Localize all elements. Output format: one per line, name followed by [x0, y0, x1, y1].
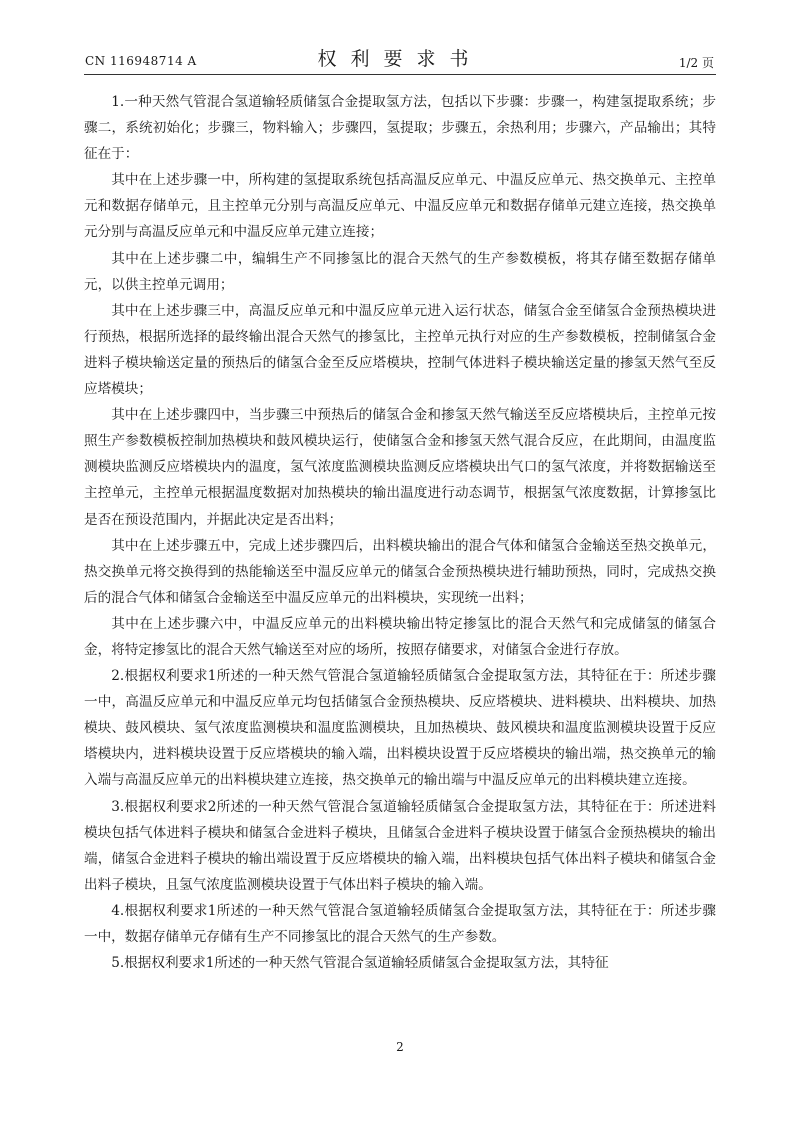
claim-1-step-6: 其中在上述步骤六中，中温反应单元的出料模块输出特定掺氢比的混合天然气和完成储氢的储氢合金，将特定掺氢比的混合天然气输送至对应的场所，按照存储要求，对储氢合金进行存放。 — [84, 615, 716, 658]
document-number: CN 116948714 A — [85, 54, 197, 68]
page-indicator: 1/2 页 — [678, 56, 714, 70]
claim-1-step-5: 其中在上述步骤五中，完成上述步骤四后，出料模块输出的混合气体和储氢合金输送至热交换单元，热交换单元将交换得到的热能输送至中温反应单元的储氢合金预热模块进行辅助预热，同时，完成热交换后的混合气体和储氢合金输送至中温反应单元的出料模块，实现统一出料； — [84, 537, 716, 606]
claim-1-step-2: 其中在上述步骤二中，编辑生产不同掺氢比的混合天然气的生产参数模板，将其存储至数据存储单元，以供主控单元调用； — [84, 250, 716, 293]
claim-2: 2.根据权利要求1所述的一种天然气管混合氢道输轻质储氢合金提取氢方法，其特征在于：所述步骤一中，高温反应单元和中温反应单元均包括储氢合金预热模块、反应塔模块、进料模块、出料模块、加热模块、鼓风模块、氢气浓度监测模块和温度监测模块，且加热模块、鼓风模块和温度监测模块设置于反应塔模块内，进料模块设置于反应塔模块的输入端，出料模块设置于反应塔模块的输出端，热交换单元的输入端与高温反应单元的出料模块建立连接，热交换单元的输出端与中温反应单元的出料模块建立连接。 — [84, 668, 716, 789]
claim-1-step-3: 其中在上述步骤三中，高温反应单元和中温反应单元进入运行状态，储氢合金至储氢合金预热模块进行预热，根据所选择的最终输出混合天然气的掺氢比，主控单元执行对应的生产参数模板，控制储氢合金进料子模块输送定量的预热后的储氢合金至反应塔模块，控制气体进料子模块输送定量的掺氢天然气至反应塔模块； — [84, 302, 716, 398]
claim-1-preamble: 1.一种天然气管混合氢道输轻质储氢合金提取氢方法，包括以下步骤：步骤一，构建氢提取系统；步骤二，系统初始化；步骤三，物料输入；步骤四，氢提取；步骤五，余热利用；步骤六，产品输出；其特征在于： — [84, 94, 716, 163]
claim-1-step-1: 其中在上述步骤一中，所构建的氢提取系统包括高温反应单元、中温反应单元、热交换单元、主控单元和数据存储单元，且主控单元分别与高温反应单元、中温反应单元和数据存储单元建立连接，热交换单元分别与高温反应单元和中温反应单元建立连接； — [84, 172, 716, 241]
claim-5: 5.根据权利要求1所述的一种天然气管混合氢道输轻质储氢合金提取氢方法，其特征 — [111, 955, 609, 972]
claims-body — [84, 89, 716, 976]
claim-3: 3.根据权利要求2所述的一种天然气管混合氢道输轻质储氢合金提取氢方法，其特征在于：所述进料模块包括气体进料子模块和储氢合金进料子模块，且储氢合金进料子模块设置于储氢合金预热模块的输出端，储氢合金进料子模块的输出端设置于反应塔模块的输入端，出料模块包括气体出料子模块和储氢合金出料子模块，且氢气浓度监测模块设置于气体出料子模块的输入端。 — [84, 798, 716, 893]
page-title: 权利要求书 — [317, 48, 483, 70]
page-number: 2 — [396, 1040, 404, 1054]
claim-4: 4.根据权利要求1所述的一种天然气管混合氢道输轻质储氢合金提取氢方法，其特征在于：所述步骤一中，数据存储单元存储有生产不同掺氢比的混合天然气的生产参数。 — [84, 902, 716, 945]
header-divider — [84, 74, 716, 75]
claim-1-step-4: 其中在上述步骤四中，当步骤三中预热后的储氢合金和掺氢天然气输送至反应塔模块后，主控单元按照生产参数模板控制加热模块和鼓风模块运行，使储氢合金和掺氢天然气混合反应，在此期间，由温度监测模块监测反应塔模块内的温度，氢气浓度监测模块监测反应塔模块出气口的氢气浓度，并将数据输送至主控单元，主控单元根据温度数据对加热模块的输出温度进行动态调节，根据氢气浓度数据，计算掺氢比是否在预设范围内，并据此决定是否出料； — [84, 407, 716, 528]
